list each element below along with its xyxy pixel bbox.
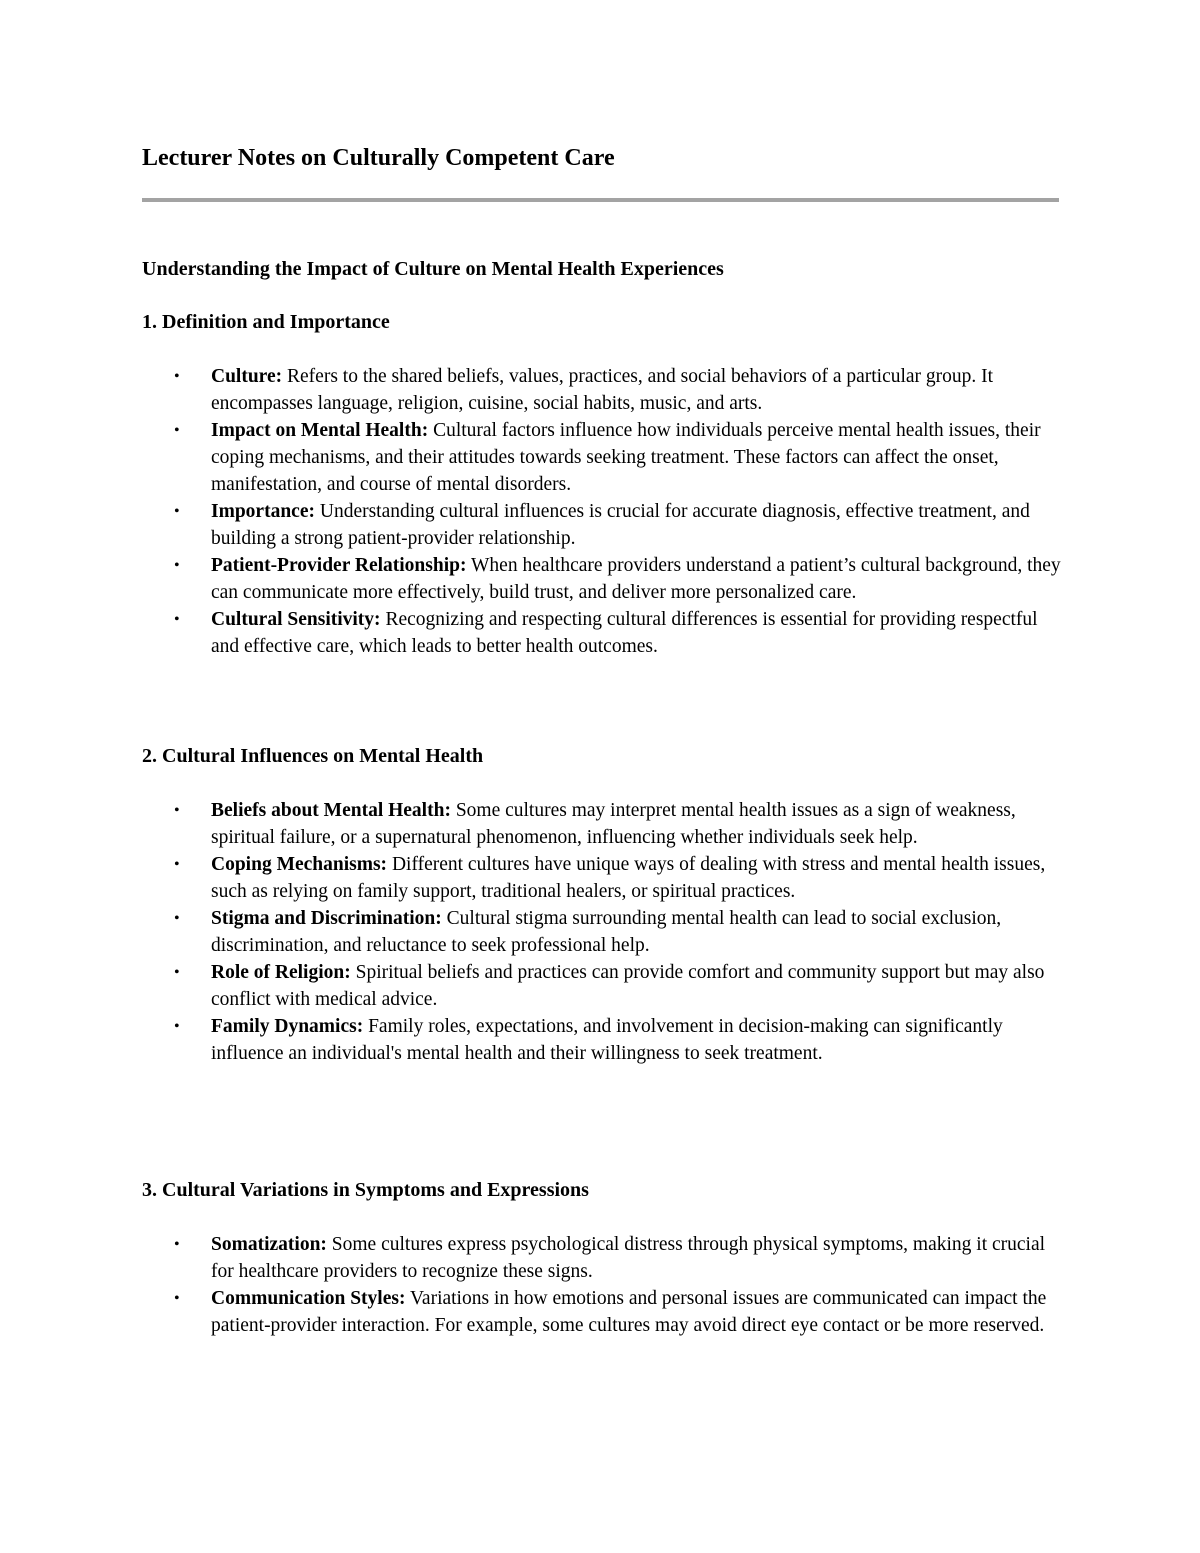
- list-item-term: Culture:: [211, 366, 283, 387]
- bullet-list: [142, 363, 1062, 660]
- list-item-term: Role of Religion:: [211, 962, 351, 983]
- bullet-icon: •: [174, 368, 180, 385]
- list-item-text: When healthcare providers understand a patient’s cultural background, they can communicate more effectively, build trust, and deliver more personalized care.: [211, 555, 1061, 603]
- bullet-icon: •: [174, 856, 180, 873]
- list-item-text: Family roles, expectations, and involvement in decision-making can significantly influence an individual's mental health and their willingness to seek treatment.: [211, 1016, 1003, 1064]
- document-subtitle: Understanding the Impact of Culture on Mental Health Experiences: [142, 258, 724, 280]
- list-item: [142, 797, 1062, 851]
- bullet-icon: •: [174, 422, 180, 439]
- page-title: Lecturer Notes on Culturally Competent Care: [142, 145, 615, 171]
- list-item-term: Beliefs about Mental Health:: [211, 800, 451, 821]
- bullet-icon: •: [174, 910, 180, 927]
- list-item-term: Impact on Mental Health:: [211, 420, 429, 441]
- list-item-text: Some cultures express psychological distress through physical symptoms, making it crucial for healthcare providers to recognize these signs.: [211, 1234, 1046, 1282]
- list-item-text: Spiritual beliefs and practices can provide comfort and community support but may also conflict with medical advice.: [211, 962, 1045, 1010]
- bullet-icon: •: [174, 802, 180, 819]
- bullet-icon: •: [174, 557, 180, 574]
- bullet-icon: •: [174, 611, 180, 628]
- list-item: [142, 1285, 1062, 1339]
- list-item-term: Coping Mechanisms:: [211, 854, 388, 875]
- section-heading: 1. Definition and Importance: [142, 311, 390, 333]
- list-item: [142, 363, 1062, 417]
- list-item: [142, 498, 1062, 552]
- list-item-text: Some cultures may interpret mental health issues as a sign of weakness, spiritual failure, or a supernatural phenomenon, influencing whether individuals seek help.: [211, 800, 1016, 848]
- list-item-term: Somatization:: [211, 1234, 327, 1255]
- list-item-term: Cultural Sensitivity:: [211, 609, 381, 630]
- list-item: [142, 1013, 1062, 1067]
- list-item-text: Understanding cultural influences is crucial for accurate diagnosis, effective treatment, and building a strong patient-provider relationship.: [211, 501, 1030, 549]
- section-heading: 3. Cultural Variations in Symptoms and Expressions: [142, 1179, 589, 1201]
- list-item: [142, 1231, 1062, 1285]
- section-heading: 2. Cultural Influences on Mental Health: [142, 745, 484, 767]
- list-item: [142, 905, 1062, 959]
- bullet-icon: •: [174, 1018, 180, 1035]
- list-item-term: Family Dynamics:: [211, 1016, 364, 1037]
- list-item-text: Cultural factors influence how individuals perceive mental health issues, their coping mechanisms, and their attitudes towards seeking treatment. These factors can affect the onset, manifestation, and course of mental disorders.: [211, 420, 1041, 495]
- list-item-term: Communication Styles:: [211, 1288, 406, 1309]
- list-item-text: Variations in how emotions and personal issues are communicated can impact the patient-provider interaction. For example, some cultures may avoid direct eye contact or be more reserved.: [211, 1288, 1047, 1336]
- list-item-term: Importance:: [211, 501, 315, 522]
- list-item-text: Cultural stigma surrounding mental health can lead to social exclusion, discrimination, and reluctance to seek professional help.: [211, 908, 1002, 956]
- list-item: [142, 959, 1062, 1013]
- bullet-list: [142, 1231, 1062, 1339]
- list-item-text: Recognizing and respecting cultural differences is essential for providing respectful and effective care, which leads to better health outcomes.: [211, 609, 1038, 657]
- bullet-icon: •: [174, 964, 180, 981]
- bullet-list: [142, 797, 1062, 1067]
- horizontal-rule: [142, 198, 1059, 202]
- list-item: [142, 417, 1062, 498]
- bullet-icon: •: [174, 1236, 180, 1253]
- list-item: [142, 552, 1062, 606]
- list-item-term: Patient-Provider Relationship:: [211, 555, 467, 576]
- list-item-term: Stigma and Discrimination:: [211, 908, 442, 929]
- list-item-text: Different cultures have unique ways of dealing with stress and mental health issues, such as relying on family support, traditional healers, or spiritual practices.: [211, 854, 1046, 902]
- bullet-icon: •: [174, 1290, 180, 1307]
- bullet-icon: •: [174, 503, 180, 520]
- list-item: [142, 851, 1062, 905]
- list-item-text: Refers to the shared beliefs, values, practices, and social behaviors of a particular group. It encompasses language, religion, cuisine, social habits, music, and arts.: [211, 366, 994, 414]
- list-item: [142, 606, 1062, 660]
